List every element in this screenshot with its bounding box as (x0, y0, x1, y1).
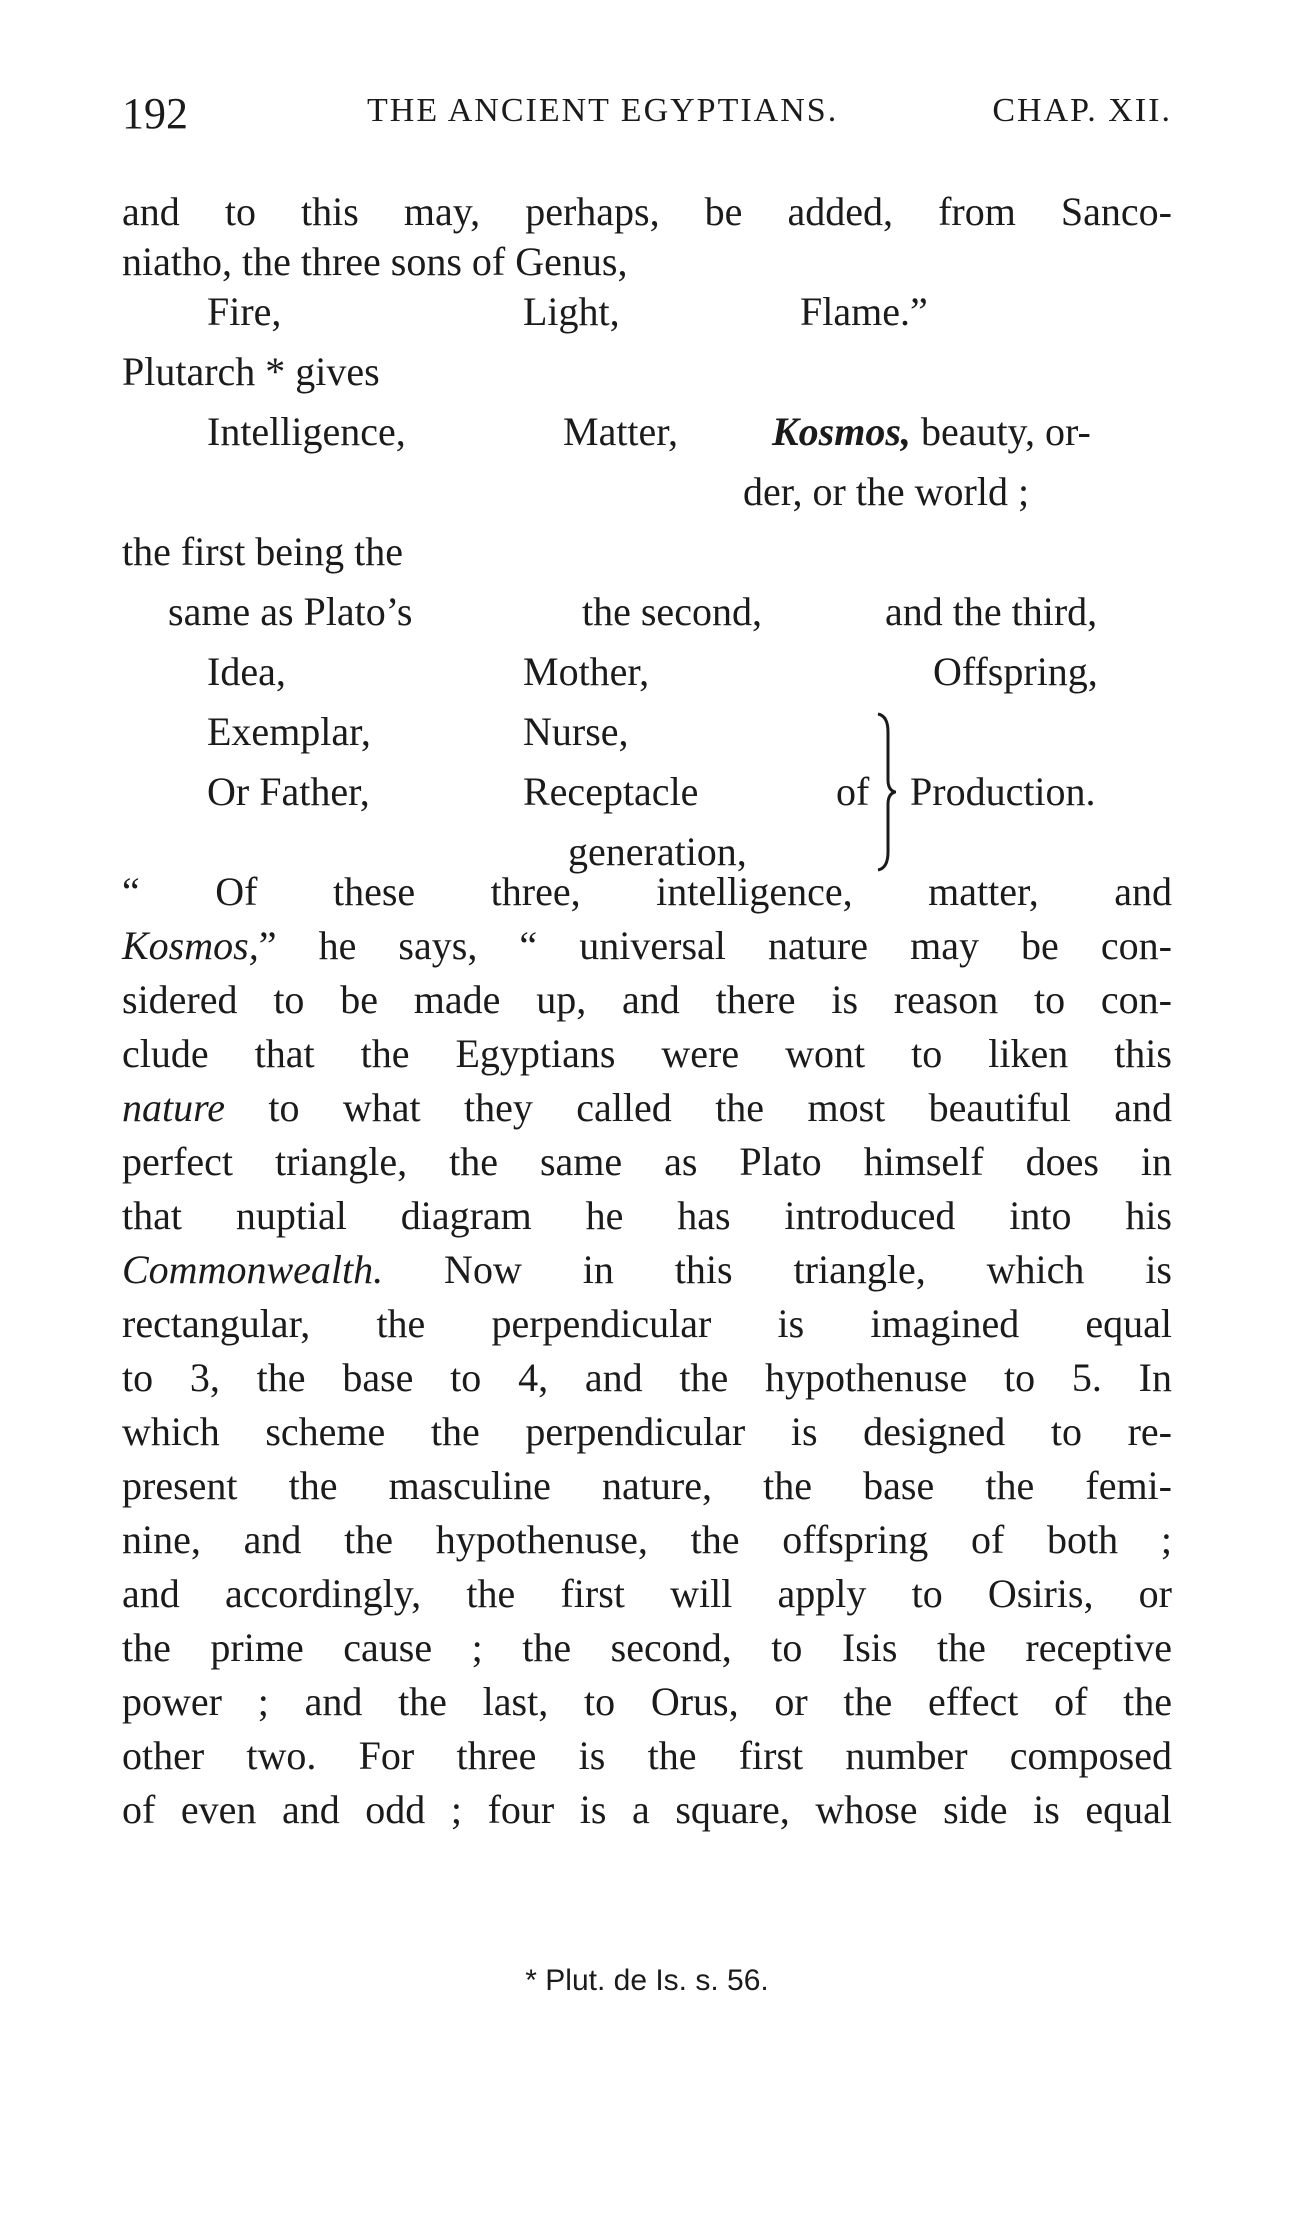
body-line-10: to 3, the base to 4, and the hypothenuse to 5. In (122, 1355, 1172, 1400)
kosmos-description: beauty, or- (920, 409, 1091, 454)
body-line-15: the prime cause ; the second, to Isis the receptive (122, 1625, 1172, 1670)
son-flame: Flame.” (800, 289, 928, 334)
intro-line-2: niatho, the three sons of Genus, (122, 239, 628, 284)
triad-kosmos-line (772, 409, 1091, 454)
kosmos-italic: Kosmos, (122, 923, 259, 968)
first-exemplar: Exemplar, (207, 709, 371, 754)
page-number: 192 (122, 89, 188, 138)
son-fire: Fire, (207, 289, 282, 334)
second-generation: generation, (568, 829, 747, 874)
intro-line-1: and to this may, perhaps, be added, from Sanco- (122, 189, 1172, 234)
body-line-2: Kosmos,” he says, “ universal nature may be con- (122, 923, 1172, 968)
body-line-16: power ; and the last, to Orus, or the effect of the (122, 1679, 1172, 1724)
body-line-8: Commonwealth. Now in this triangle, which is (122, 1247, 1172, 1292)
third-production: Production. (910, 769, 1096, 814)
body-line-18: of even and odd ; four is a square, whose side is equal (122, 1787, 1172, 1832)
third-offspring: Offspring, (933, 649, 1098, 694)
body-line-11: which scheme the perpendicular is designed to re- (122, 1409, 1172, 1454)
right-brace-icon (876, 712, 896, 872)
first-idea: Idea, (207, 649, 286, 694)
commonwealth-italic: Commonwealth. (122, 1247, 384, 1292)
body-line-17: other two. For three is the first number composed (122, 1733, 1172, 1778)
body-line-3: sidered to be made up, and there is reason to con- (122, 977, 1172, 1022)
body-line-9: rectangular, the perpendicular is imagined equal (122, 1301, 1172, 1346)
son-light: Light, (523, 289, 620, 334)
chapter-label: CHAP. XII. (992, 92, 1172, 129)
first-line-2: same as Plato’s (168, 589, 413, 634)
triad-intelligence: Intelligence, (207, 409, 406, 454)
body-line-13: nine, and the hypothenuse, the offspring of both ; (122, 1517, 1172, 1562)
body-line-6: perfect triangle, the same as Plato himself does in (122, 1139, 1172, 1184)
running-header (122, 88, 1172, 138)
body-line-1: “ Of these three, intelligence, matter, and (122, 869, 1172, 914)
plutarch-line: Plutarch * gives (122, 349, 380, 394)
second-label: the second, (582, 589, 762, 634)
third-label: and the third, (885, 589, 1098, 634)
body-line-14: and accordingly, the first will apply to Osiris, or (122, 1571, 1172, 1616)
second-receptacle: Receptacle (523, 769, 699, 814)
triad-kosmos-line-2: der, or the world ; (743, 469, 1030, 514)
second-nurse: Nurse, (523, 709, 629, 754)
body-line-12: present the masculine nature, the base the femi- (122, 1463, 1172, 1508)
first-father: Or Father, (207, 769, 370, 814)
body-line-5: nature to what they called the most beautiful and (122, 1085, 1172, 1130)
body-line-4: clude that the Egyptians were wont to liken this (122, 1031, 1172, 1076)
footnote: * Plut. de Is. s. 56. (525, 1964, 769, 1997)
second-mother: Mother, (523, 649, 650, 694)
body-line-7: that nuptial diagram he has introduced into his (122, 1193, 1172, 1238)
triad-matter: Matter, (563, 409, 679, 454)
kosmos-term: Kosmos, (772, 409, 911, 454)
nature-italic: nature (122, 1085, 225, 1130)
second-of: of (836, 769, 870, 814)
first-line-1: the first being the (122, 529, 404, 574)
running-title: THE ANCIENT EGYPTIANS. (367, 92, 839, 129)
